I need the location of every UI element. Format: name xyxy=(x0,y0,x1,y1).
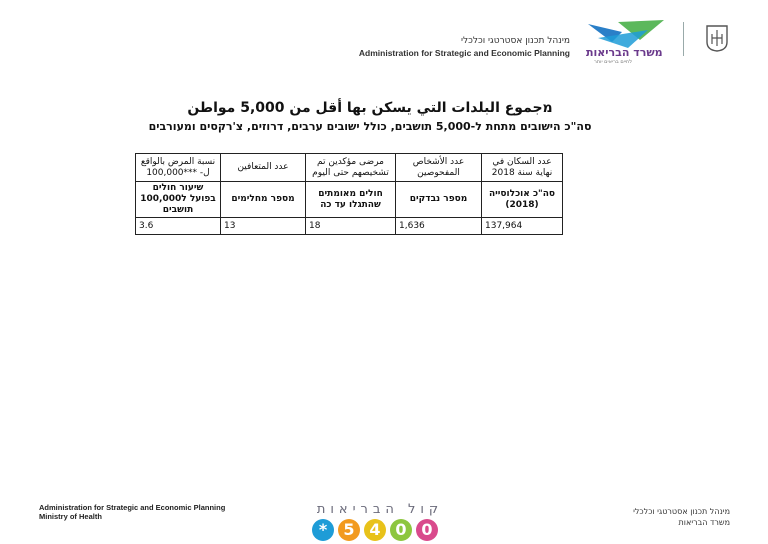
kol-habriut-text: קול הבריאות xyxy=(316,502,444,517)
header-ar-rate: نسبة المرض بالواقع ل- ***100,000 xyxy=(136,154,221,182)
header-divider xyxy=(683,22,684,56)
footer-ministry-english: Ministry of Health xyxy=(39,512,102,521)
table-row-arabic-headers xyxy=(136,154,563,182)
logo-text: משרד הבריאות xyxy=(586,46,663,59)
kol-digit: 5 xyxy=(338,519,360,541)
page-title: מجموع البلدات التي يسكن بها أقل من 5,000 مواطن xyxy=(187,100,553,116)
header-he-population: סה"כ אוכלוסייה (2018) xyxy=(482,182,563,218)
header-ar-recovered: عدد المتعافين xyxy=(221,154,306,182)
state-emblem-icon xyxy=(704,24,730,52)
header-ar-tested: عدد الأشخاص المفحوصين xyxy=(396,154,482,182)
header-admin-english: Administration for Strategic and Economic Planning xyxy=(358,48,570,58)
kol-habriut-number xyxy=(312,519,452,543)
value-recovered: 13 xyxy=(221,218,306,235)
footer-ministry-hebrew: משרד הבריאות xyxy=(678,518,730,527)
logo-subtitle: לחיים בריאים יותר xyxy=(594,59,633,65)
kol-star: * xyxy=(312,519,334,541)
footer-english xyxy=(39,503,225,521)
header-admin-hebrew: מינהל תכנון אסטרטגי וכלכלי xyxy=(460,36,570,46)
header-he-confirmed: חולים מאומתים שהתגלו עד כה xyxy=(306,182,396,218)
value-confirmed: 18 xyxy=(306,218,396,235)
header-admin xyxy=(300,36,570,58)
statistics-table xyxy=(135,153,563,235)
page-subtitle: סה"כ הישובים מתחת ל-5,000 תושבים, כולל ישובים ערבים, דרוזים, צ'רקסים ומעורבים xyxy=(148,120,592,133)
kol-digit: 0 xyxy=(390,519,412,541)
header-ar-confirmed: مرضى مؤكدين تم تشخيصهم حتى اليوم xyxy=(306,154,396,182)
kol-digit: 0 xyxy=(416,519,438,541)
header-he-recovered: מספר מחלימים xyxy=(221,182,306,218)
header-he-tested: מספר נבדקים xyxy=(396,182,482,218)
footer-admin-hebrew: מינהל תכנון אסטרטגי וכלכלי xyxy=(633,507,730,516)
footer-admin-english: Administration for Strategic and Economic Planning xyxy=(39,503,226,512)
value-rate: 3.6 xyxy=(136,218,221,235)
footer-hebrew xyxy=(580,506,730,528)
value-population: 137,964 xyxy=(482,218,563,235)
table-row-values xyxy=(136,218,563,235)
header-he-rate: שיעור חולים בפועל ל100,000 תושבים xyxy=(136,182,221,218)
table-row-hebrew-headers xyxy=(136,182,563,218)
value-tested: 1,636 xyxy=(396,218,482,235)
header-ar-population: عدد السكان في نهاية سنة 2018 xyxy=(482,154,563,182)
kol-digit: 4 xyxy=(364,519,386,541)
